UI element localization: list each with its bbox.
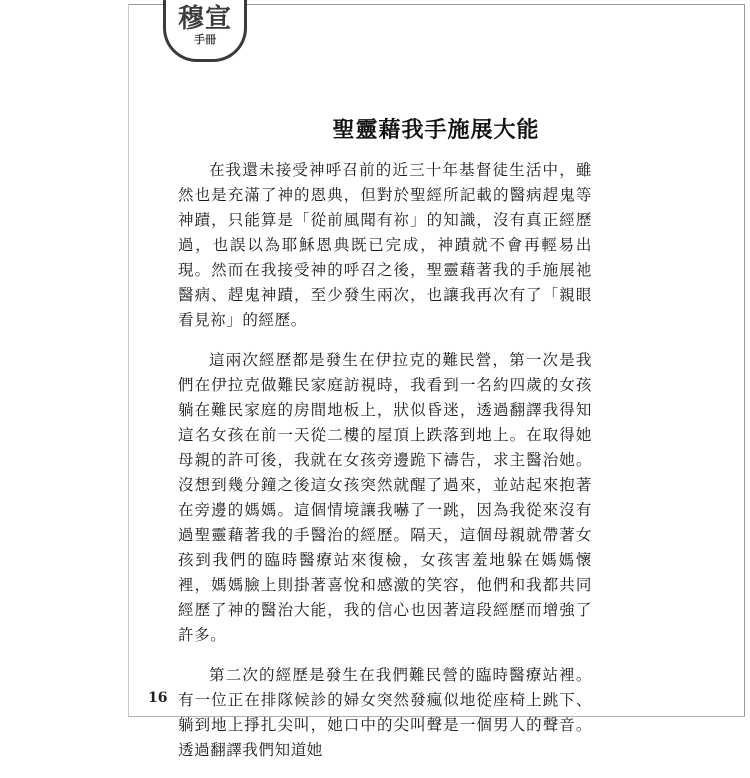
paragraph-2: 這兩次經歷都是發生在伊拉克的難民營，第一次是我們在伊拉克做難民家庭訪視時，我看到一名約四歲的女孩躺在難民家庭的房間地板上，狀似昏迷，透過翻譯我得知這名女孩在前一天從二樓的屋頂上跌落到地上。在取得她母親的許可後，我就在女孩旁邊跪下禱告，求主醫治她。沒想到幾分鐘之後這女孩突然就醒了過來，並站起來抱著在旁邊的媽媽。這個情境讓我嚇了一跳，因為我從來沒有過聖靈藉著我的手醫治的經歷。隔天，這個母親就帶著女孩到我們的臨時醫療站來復檢，女孩害羞地躲在媽媽懷裡，媽媽臉上則掛著喜悅和感激的笑容，他們和我都共同經歷了神的醫治大能，我的信心也因著這段經歷而增強了許多。 bbox=[178, 351, 592, 644]
page-number: 16 bbox=[148, 690, 168, 706]
body-text bbox=[178, 158, 592, 778]
book-logo-title: 穆宣 bbox=[177, 4, 232, 34]
paragraph-1: 在我還未接受神呼召前的近三十年基督徒生活中，雖然也是充滿了神的恩典，但對於聖經所記載的醫病趕鬼等神蹟，只能算是「從前風聞有祢」的知識，沒有真正經歷過，也誤以為耶穌恩典既已完成，神蹟就不會再輕易出現。然而在我接受神的呼召之後，聖靈藉著我的手施展祂醫病、趕鬼神蹟，至少發生兩次，也讓我再次有了「親眼看見祢」的經歷。 bbox=[178, 161, 592, 329]
paragraph-3: 第二次的經歷是發生在我們難民營的臨時醫療站裡。有一位正在排隊候診的婦女突然發瘋似地從座椅上跳下、躺到地上掙扎尖叫，她口中的尖叫聲是一個男人的聲音。透過翻譯我們知道她 bbox=[178, 666, 592, 759]
page-border-left bbox=[128, 4, 129, 716]
chapter-title: 聖靈藉我手施展大能 bbox=[332, 117, 540, 143]
book-logo-subtitle: 手冊 bbox=[194, 33, 216, 46]
page-border-right bbox=[744, 4, 745, 716]
book-logo-badge bbox=[163, 0, 247, 62]
